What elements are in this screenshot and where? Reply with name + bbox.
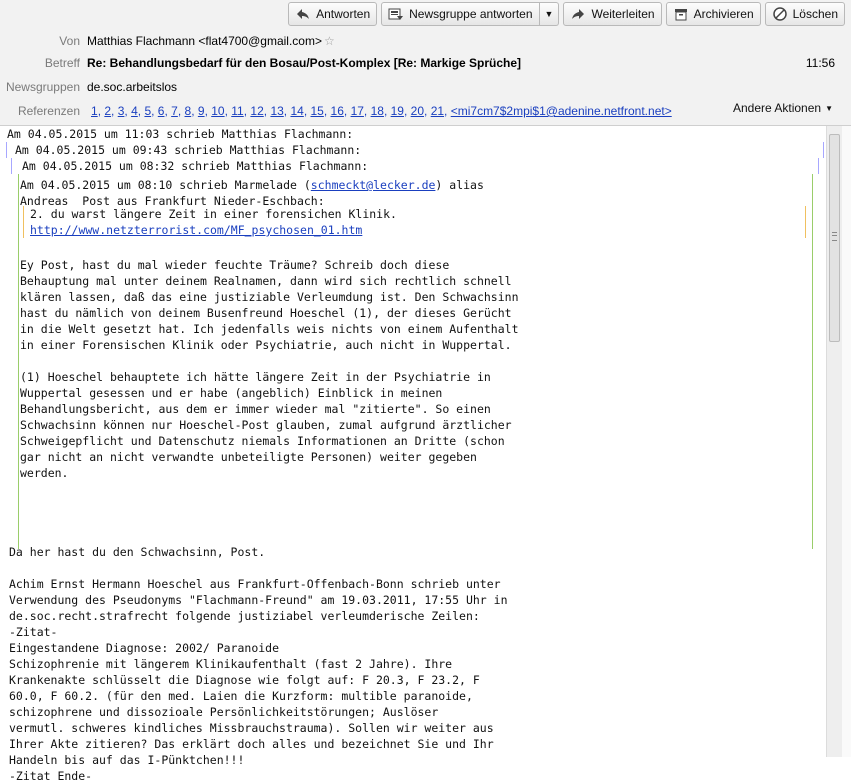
reference-link[interactable]: 1 [91,104,98,118]
reference-link[interactable]: 13 [270,104,284,118]
body-line: klären lassen, daß das eine justiziable Verleumdung ist. Den Schwachsinn [20,290,519,304]
reference-link[interactable]: 6 [157,104,165,118]
reference-separator: , [137,104,145,118]
body-line: Da her hast du den Schwachsinn, Post. [9,545,266,559]
delete-circle-icon [771,7,789,21]
reference-separator: , [444,104,451,118]
body-line: (1) Hoeschel behauptete ich hätte längere Zeit in der Psychiatrie in [20,370,491,384]
reference-separator: , [343,104,351,118]
quote-attribution-line2: Andreas Post aus Frankfurt Nieder-Eschbach: [20,194,325,208]
subject-label: Betreff [44,56,80,70]
reference-link[interactable]: 5 [144,104,152,118]
quote-level-3-text [20,257,519,481]
quote-attribution: Am 04.05.2015 um 09:43 schrieb Matthias Flachmann: [15,143,362,157]
reference-separator: , [191,104,198,118]
reference-separator: , [303,104,311,118]
quote-level-2 [9,158,819,783]
body-line: Behandlungsbericht, aus dem er immer wieder mal "zitierte". So einen [20,402,491,416]
reference-separator: , [323,104,331,118]
reference-link[interactable]: 12 [250,104,264,118]
reply-newsgroup-dropdown[interactable] [540,2,560,26]
reply-arrow-icon [294,8,312,20]
body-line: hast du nämlich von deinem Busenfreund Hoeschel (1), der dieses Gerücht [20,306,512,320]
references-label: Referenzen [17,104,80,118]
reference-link[interactable]: 3 [117,104,125,118]
star-icon[interactable]: ☆ [323,34,335,48]
reference-link[interactable]: 10 [211,104,225,118]
body-line: Verwendung des Pseudonyms "Flachmann-Freund" am 19.03.2011, 17:55 Uhr in [9,593,508,607]
reference-separator: , [403,104,411,118]
body-line: schizophrene und dissozioale Persönlichkeitstörungen; Auslöser [9,705,439,719]
delete-label: Löschen [792,7,838,21]
body-line: 60.0, F 60.2. (für den med. Laien die Kurzform: multible paranoide, [9,689,473,703]
reference-separator: , [177,104,185,118]
reference-separator: , [124,104,132,118]
reference-link[interactable]: 14 [290,104,304,118]
reply-newsgroup-split [381,2,559,26]
message-toolbar [288,2,845,26]
quote-level-4 [23,206,806,238]
quote-url-line [24,222,805,238]
reference-link[interactable]: 4 [131,104,138,118]
from-address[interactable]: Matthias Flachmann <flat4700@gmail.com> [87,34,322,48]
body-line: Krankenakte schlüsselt die Diagnose wie folgt auf: F 20.3, F 23.2, F [9,673,480,687]
body-line: werden. [20,466,69,480]
reference-separator: , [363,104,371,118]
grip-icon [832,232,837,241]
reference-separator: , [164,104,172,118]
reference-separator: , [283,104,291,118]
email-link[interactable]: schmeckt@lecker.de [310,178,436,192]
forward-arrow-icon [569,8,587,20]
from-label: Von [59,34,80,48]
reference-separator: , [383,104,391,118]
newsgroup-icon [387,7,405,21]
reference-link[interactable]: 2 [104,104,112,118]
message-time: 11:56 [805,56,835,70]
body-line: in einer Forensischen Klinik oder Psychiatrie, auch nicht in Wuppertal. [20,338,512,352]
reference-link[interactable]: 8 [184,104,192,118]
body-line: gar nicht an nicht verwandte unbeteiligte Personen) weiter gegeben [20,450,477,464]
body-line [9,560,508,576]
reference-link[interactable]: 18 [370,104,384,118]
forward-label: Weiterleiten [591,7,655,21]
body-line [20,353,519,369]
reference-separator: , [263,104,271,118]
url-link[interactable]: http://www.netzterrorist.com/MF_psychosen_01.htm [30,223,363,237]
delete-button[interactable] [765,2,845,26]
body-line: Schizophrenie mit längerem Klinikaufenthalt (fast 2 Jahre). Ihre [9,657,453,671]
reply-newsgroup-button[interactable] [381,2,539,26]
reply-button[interactable] [288,2,377,26]
reference-link[interactable]: 19 [390,104,404,118]
reply-newsgroup-label: Newsgruppe antworten [409,7,533,21]
quote-attribution: Am 04.05.2015 um 11:03 schrieb Matthias Flachmann: [7,127,354,141]
newsgroups-row [0,78,851,96]
quote-line: 2. du warst längere Zeit in einer forensichen Klinik. [30,207,397,221]
reference-link[interactable]: 21 [430,104,445,118]
reference-separator: , [204,104,212,118]
attribution-text: Am 04.05.2015 um 08:10 schrieb Marmelade ( [20,178,311,192]
reference-separator: , [111,104,118,118]
vertical-scrollbar[interactable] [826,126,843,757]
from-row [0,32,851,50]
quote-level-1 [6,142,824,783]
body-line: -Zitat- [9,625,58,639]
reference-separator: , [151,104,158,118]
message-id-link[interactable]: <mi7cm7$2mpi$1@adenine.netfront.net> [450,104,672,118]
quote-level-2-text [9,544,508,784]
chevron-down-icon: ▼ [544,9,554,19]
reference-separator: , [97,104,105,118]
newsgroups-value[interactable]: de.soc.arbeitslos [87,80,178,94]
body-line: in die Welt gesetzt hat. Ich jedenfalls weis nichts von einem Aufenthalt [20,322,519,336]
quote-attribution: Am 04.05.2015 um 08:32 schrieb Matthias Flachmann: [22,159,369,173]
reference-separator: , [243,104,251,118]
archive-box-icon [672,8,690,21]
body-line: Handeln bis auf das I-Pünktchen!!! [9,753,245,767]
subject-value: Re: Behandlungsbedarf für den Bosau/Post-Komplex [Re: Markige Sprüche] [87,56,522,70]
scrollbar-thumb[interactable] [829,134,840,342]
subject-row [0,54,851,72]
quote-attribution [19,177,812,193]
newsgroups-label: Newsgruppen [5,80,80,94]
body-line: Behauptung mal unter deinem Realnamen, dann wird sich rechtlich schnell [20,274,512,288]
other-actions-label: Andere Aktionen [733,101,822,115]
references-list [91,102,672,120]
reference-link[interactable]: 7 [171,104,178,118]
archive-label: Archivieren [693,7,754,21]
window-edge [842,126,851,757]
reference-link[interactable]: 17 [350,104,364,118]
body-line: Ey Post, hast du mal wieder feuchte Träume? Schreib doch diese [20,258,450,272]
forward-button[interactable] [563,2,661,26]
reference-link[interactable]: 16 [330,104,344,118]
reference-link[interactable]: 11 [231,104,244,118]
body-line: de.soc.recht.strafrecht folgende justiziabel verleumderische Zeilen: [9,609,480,623]
archive-button[interactable] [666,2,761,26]
other-actions-menu[interactable] [733,101,833,115]
chevron-down-icon: ▼ [825,104,833,113]
from-value[interactable] [87,32,335,50]
reference-link[interactable]: 20 [410,104,425,118]
message-body [0,126,826,783]
body-line: vermutl. schweres kindliches Missbrauchstrauma). Sollen wir weiter aus [9,721,494,735]
reference-link[interactable]: 9 [197,104,205,118]
attribution-text: ) alias [435,178,484,192]
body-line: Achim Ernst Hermann Hoeschel aus Frankfurt-Offenbach-Bonn schrieb unter [9,577,501,591]
quote-level-3 [18,174,813,549]
body-line: Eingestandene Diagnose: 2002/ Paranoide [9,641,280,655]
message-header [0,0,851,126]
reference-separator: , [224,104,232,118]
reply-label: Antworten [316,7,371,21]
body-line: Schwachsinn können nur Hoeschel-Post glauben, zumal aufgrund ärztlicher [20,418,512,432]
body-line: -Zitat Ende- [9,769,93,783]
body-line: Ihrer Akte zitieren? Das erklärt doch alles und bezeichnet Sie und Ihr [9,737,494,751]
references-row [0,102,720,120]
reference-link[interactable]: 15 [310,104,324,118]
body-line: Wuppertal gesessen und er habe (angeblich) Einblick in meinen [20,386,443,400]
reference-separator: , [424,104,431,118]
body-line: Schweigepflicht und Datenschutz niemals Informationen an Dritte (schon [20,434,505,448]
